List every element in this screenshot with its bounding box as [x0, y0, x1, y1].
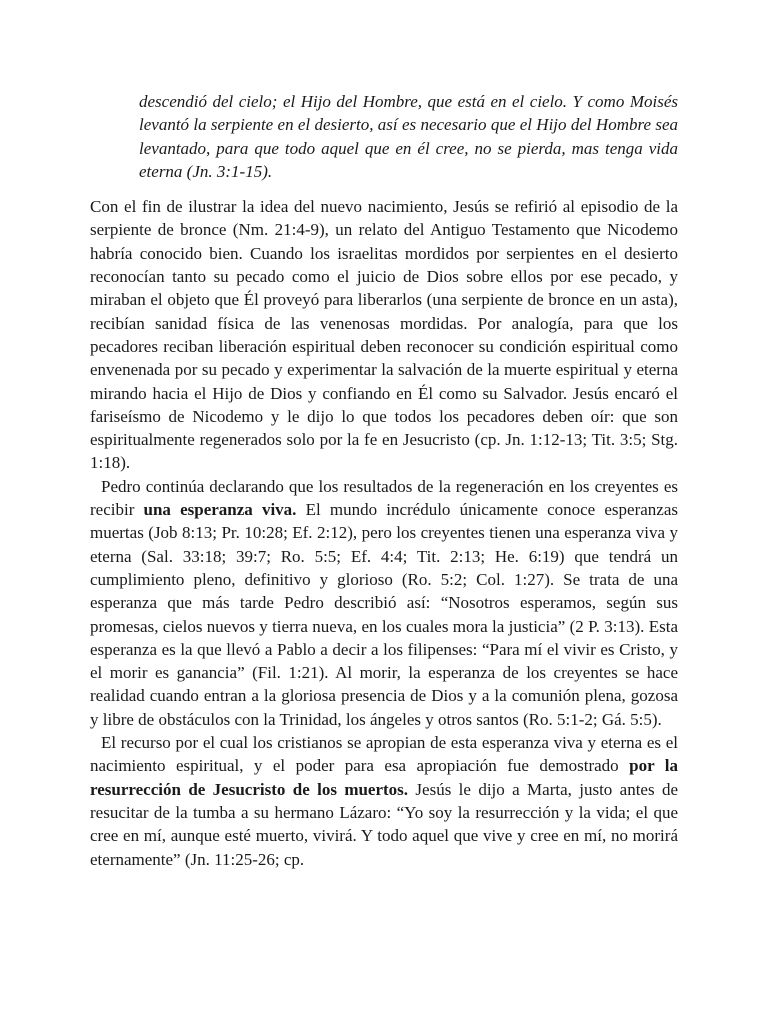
- scripture-quote: descendió del cielo; el Hijo del Hombre, que está en el cielo. Y como Moisés levantó la serpiente en el desierto, así es necesario que el Hijo del Hombre sea levantado, para que todo aquel que en él cree, no se pierda, mas tenga vida eterna (Jn. 3:1-15).: [139, 92, 678, 181]
- emphasis-resurrection: por la resurrección de Jesucristo de los muertos.: [90, 756, 678, 799]
- paragraph-living-hope: [90, 475, 678, 731]
- paragraph-bronze-serpent: Con el fin de ilustrar la idea del nuevo nacimiento, Jesús se refirió al episodio de la serpiente de bronce (Nm. 21:4-9), un relato del Antiguo Testamento que Nicodemo habría conocido bien. Cuando los israelitas mordidos por serpientes en el desierto reconocían tanto su pecado como el juicio de Dios sobre ellos por ese pecado, y miraban el objeto que Él proveyó para liberarlos (una serpiente de bronce en un asta), recibían sanidad física de las venenosas mordidas. Por analogía, para que los pecadores reciban liberación espiritual deben reconocer su condición espiritual como envenenada por su pecado y experimentar la salvación de la muerte espiritual y eterna mirando hacia el Hijo de Dios y confiando en Él como su Salvador. Jesús encaró el fariseísmo de Nicodemo y le dijo lo que todos los pecadores deben oír: que son espiritualmente regenerados solo por la fe en Jesucristo (cp. Jn. 1:12-13; Tit. 3:5; Stg. 1:18).: [90, 197, 678, 473]
- emphasis-living-hope: una esperanza viva.: [143, 500, 297, 520]
- paragraph-resurrection-intro: El recurso por el cual los cristianos se apropian de esta esperanza viva y eterna es el nacimiento espiritual, y el poder para esa apropiación fue demostrado: [90, 733, 678, 776]
- paragraph-resurrection-body: Jesús le dijo a Marta, justo antes de resucitar de la tumba a su hermano Lázaro: “Yo soy la resurrección y la vida; el que cree en mí, aunque esté muerto, vivirá. Y todo aquel que vive y cree en mí, no morirá eternamente” (Jn. 11:25-26; cp.: [90, 779, 679, 869]
- paragraph-living-hope-intro: Pedro continúa declarando que los resultados de la regeneración en los creyentes es recibir: [90, 476, 678, 520]
- paragraph-living-hope-body: El mundo incrédulo únicamente conoce esperanzas muertas (Job 8:13; Pr. 10:28; Ef. 2:12), pero los creyentes tienen una esperanza viva y eterna (Sal. 33:18; 39:7; Ro. 5:5; Ef. 4:4; Tit. 2:13; He. 6:19) que tendrá un cumplimiento pleno, definitivo y glorioso (Ro. 5:2; Col. 1:27). Se trata de una esperanza que más tarde Pedro describió así: “Nosotros esperamos, según sus promesas, cielos nuevos y tierra nueva, en los cuales mora la justicia” (2 P. 3:13). Esta esperanza es la que llevó a Pablo a decir a los filipenses: “Para mí el vivir es Cristo, y el morir es ganancia” (Fil. 1:21). Al morir, la esperanza de los creyentes se hace realidad cuando entran a la gloriosa presencia de Dios y a la comunión plena, gozosa y libre de obstáculos con la Trinidad, los ángeles y otros santos (Ro. 5:1-2; Gá. 5:5).: [90, 500, 678, 729]
- paragraph-resurrection: [90, 731, 678, 871]
- document-page: [90, 90, 678, 871]
